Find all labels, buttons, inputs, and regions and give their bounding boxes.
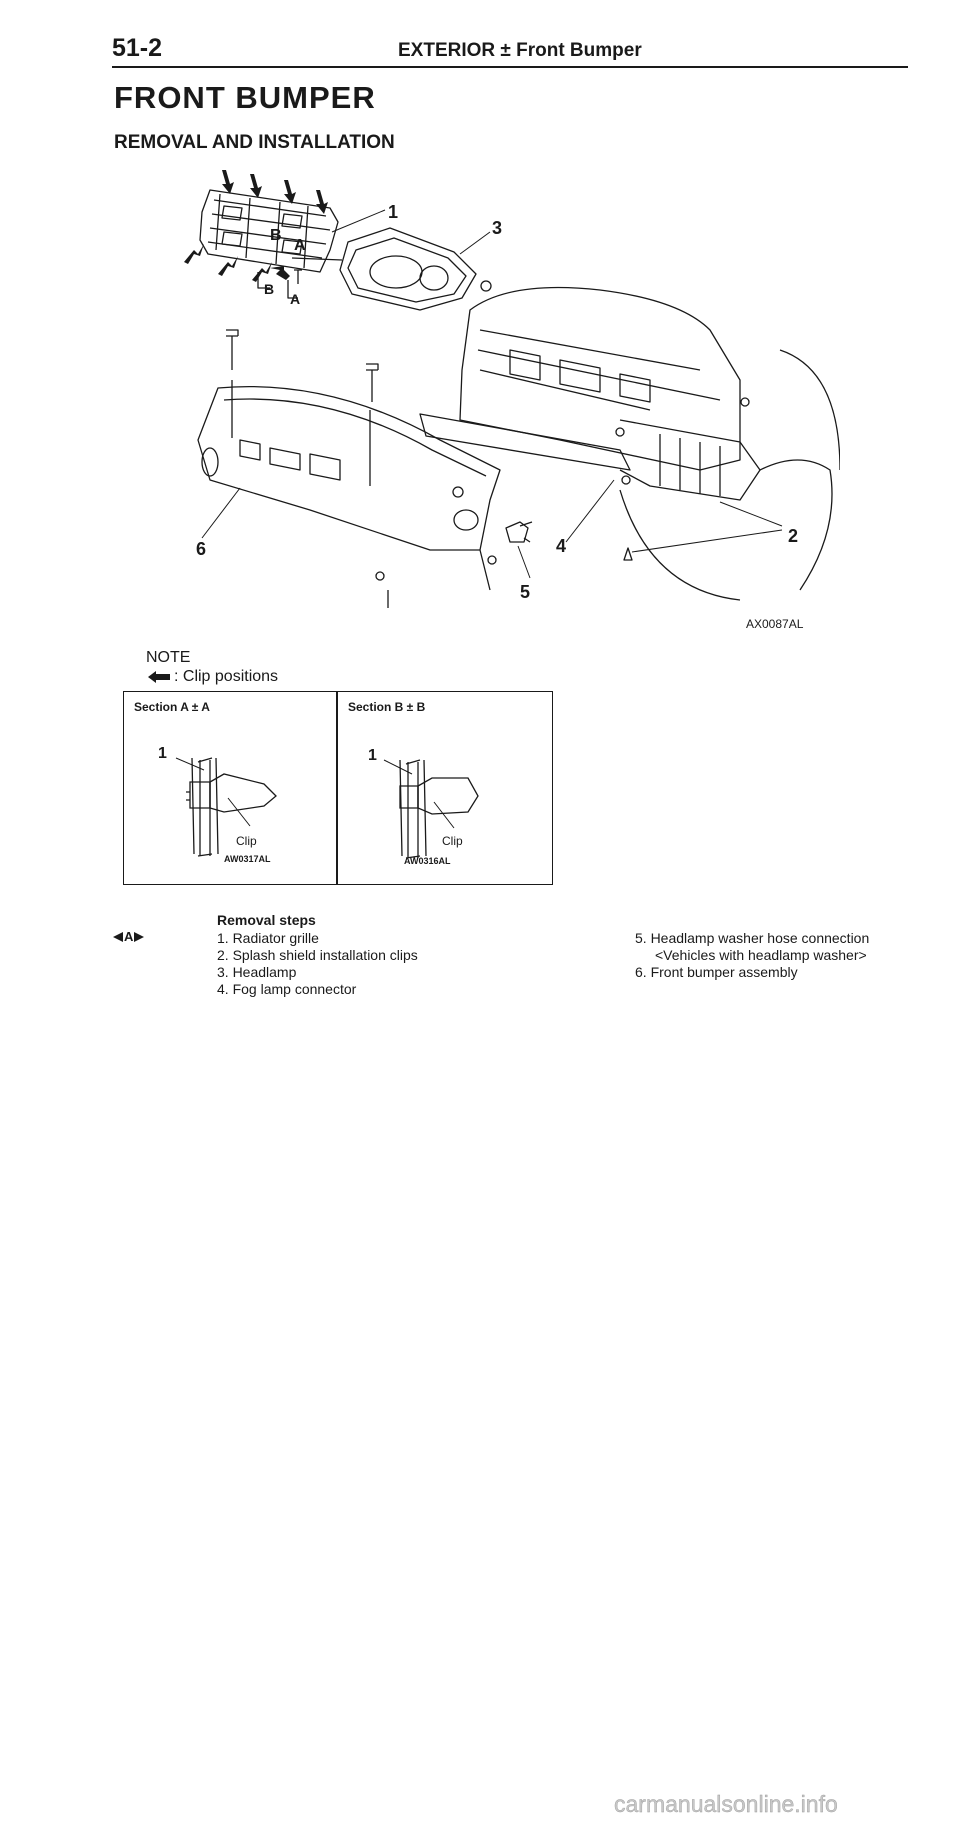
reference-mark	[113, 929, 144, 944]
section-a-a-callout: 1	[158, 745, 167, 762]
note-legend	[148, 668, 278, 686]
section-a-a-title: Section A ± A	[134, 700, 210, 714]
removal-steps-title: Removal steps	[217, 912, 316, 928]
section-b-b-code: AW0316AL	[404, 856, 451, 866]
triangle-right-icon	[134, 932, 144, 942]
section-mark-a-upper: A	[294, 237, 306, 254]
page-number: 51-2	[112, 34, 163, 62]
triangle-left-icon	[113, 932, 123, 942]
note-label: NOTE	[146, 649, 191, 666]
arrow-icon	[148, 671, 170, 683]
section-mark-a-lower: A	[290, 291, 301, 307]
radiator-grille-drawing	[200, 190, 338, 272]
note-legend-text: : Clip positions	[174, 668, 279, 685]
callout-4: 4	[556, 536, 567, 556]
section-mark-b-upper: B	[270, 227, 282, 244]
header-rule	[112, 66, 908, 68]
figure-code: AX0087AL	[746, 617, 804, 631]
watermark-logo	[614, 1790, 958, 1818]
removal-step-1: 1. Radiator grille	[217, 930, 319, 946]
running-header: EXTERIOR ± Front Bumper	[398, 40, 642, 61]
removal-step-2: 2. Splash shield installation clips	[217, 947, 418, 963]
removal-step-4: 4. Fog lamp connector	[217, 981, 357, 997]
section-subtitle: REMOVAL AND INSTALLATION	[114, 132, 395, 153]
callout-1: 1	[388, 202, 399, 222]
removal-step-6: 6. Front bumper assembly	[635, 964, 798, 980]
callout-5: 5	[520, 582, 531, 602]
svg-text:carmanualsonline.info: carmanualsonline.info	[614, 1791, 838, 1817]
fog-lamp-connector-drawing	[506, 522, 532, 542]
page-title: FRONT BUMPER	[114, 80, 376, 115]
section-a-a-detail	[123, 691, 337, 885]
callout-6: 6	[196, 539, 207, 559]
removal-step-3: 3. Headlamp	[217, 964, 297, 980]
section-b-b-callout: 1	[368, 747, 377, 764]
reference-mark-letter: A	[124, 929, 134, 944]
exploded-view-illustration	[180, 170, 840, 610]
section-b-b-title: Section B ± B	[348, 700, 426, 714]
removal-step-5: 5. Headlamp washer hose connection	[635, 930, 870, 946]
section-mark-b-lower: B	[264, 281, 275, 297]
callout-3: 3	[492, 218, 503, 238]
front-bumper-drawing	[198, 330, 500, 608]
section-b-b-detail	[337, 691, 553, 885]
removal-step-5-condition: <Vehicles with headlamp washer>	[655, 947, 867, 963]
callout-2: 2	[788, 526, 799, 546]
section-b-b-clip-label: Clip	[442, 834, 463, 848]
section-a-a-code: AW0317AL	[224, 854, 271, 864]
section-a-a-clip-label: Clip	[236, 834, 257, 848]
